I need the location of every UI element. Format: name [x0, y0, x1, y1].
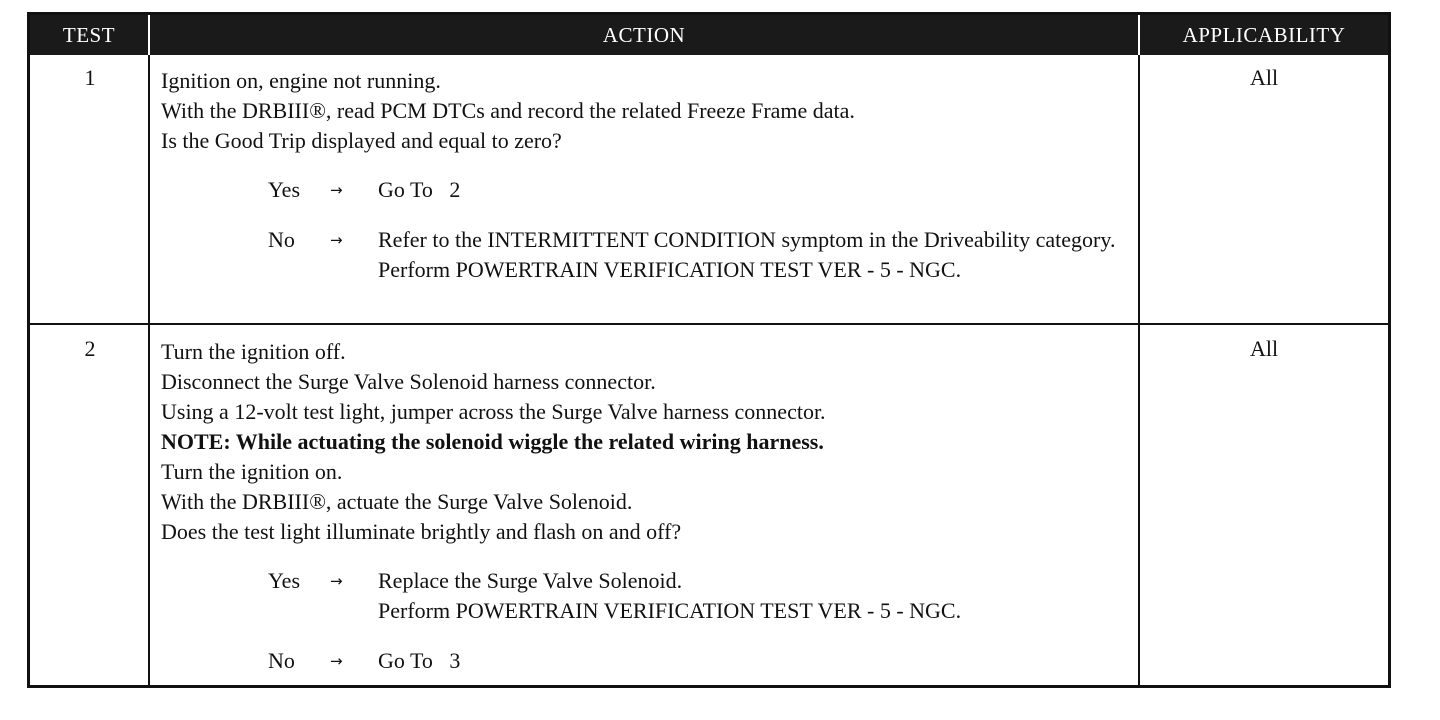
- action-step: With the DRBIII®, actuate the Surge Valve Solenoid.: [161, 489, 633, 514]
- applicability-value: All: [1249, 65, 1279, 90]
- arrow-right-icon: →: [330, 181, 343, 199]
- action-step: Turn the ignition off.: [161, 339, 346, 364]
- answer-line: Refer to the INTERMITTENT CONDITION symptom in the Driveability category.: [378, 227, 1116, 252]
- answer-label: No: [268, 648, 295, 673]
- arrow-right-icon: →: [330, 572, 343, 590]
- action-note: NOTE: While actuating the solenoid wiggle the related wiring harness.: [161, 429, 824, 454]
- action-step: Does the test light illuminate brightly and flash on and off?: [161, 519, 682, 544]
- applicability-value: All: [1249, 336, 1279, 361]
- header-applicability: APPLICABILITY: [1182, 23, 1346, 47]
- action-cell: [161, 337, 1136, 676]
- action-step: Ignition on, engine not running.: [161, 68, 441, 93]
- action-step: With the DRBIII®, read PCM DTCs and record the related Freeze Frame data.: [161, 98, 855, 123]
- action-step: Turn the ignition on.: [161, 459, 343, 484]
- answer-label: Yes: [268, 177, 301, 202]
- table-header: [30, 15, 1388, 55]
- table-row: [30, 325, 1388, 685]
- action-step: Disconnect the Surge Valve Solenoid harness connector.: [161, 369, 656, 394]
- action-step: Using a 12-volt test light, jumper across the Surge Valve harness connector.: [161, 399, 826, 424]
- action-cell: [161, 66, 1136, 285]
- answer-no: [268, 225, 1136, 285]
- answer-no: [268, 646, 1136, 676]
- answer-text: [378, 566, 1136, 626]
- answer-line: Go To 3: [378, 648, 461, 673]
- arrow-right-icon: →: [330, 231, 343, 249]
- test-number: 2: [84, 336, 96, 361]
- answer-line: Replace the Surge Valve Solenoid.: [378, 568, 683, 593]
- answer-text: [378, 646, 1136, 676]
- arrow-right-icon: →: [330, 652, 343, 670]
- action-step: Is the Good Trip displayed and equal to zero?: [161, 128, 562, 153]
- header-action: ACTION: [602, 23, 686, 47]
- answer-yes: [268, 566, 1136, 626]
- table-row: [30, 55, 1388, 323]
- answer-label: Yes: [268, 568, 301, 593]
- test-number: 1: [84, 65, 96, 90]
- answer-line: Perform POWERTRAIN VERIFICATION TEST VER - 5 - NGC.: [378, 257, 962, 282]
- answer-line: Go To 2: [378, 177, 461, 202]
- answer-text: [378, 225, 1136, 285]
- header-test: TEST: [62, 23, 116, 47]
- answer-yes: [268, 175, 1136, 205]
- answer-label: No: [268, 227, 295, 252]
- answer-text: [378, 175, 1136, 205]
- answer-line: Perform POWERTRAIN VERIFICATION TEST VER - 5 - NGC.: [378, 598, 962, 623]
- diagnostic-test-table: [27, 12, 1391, 688]
